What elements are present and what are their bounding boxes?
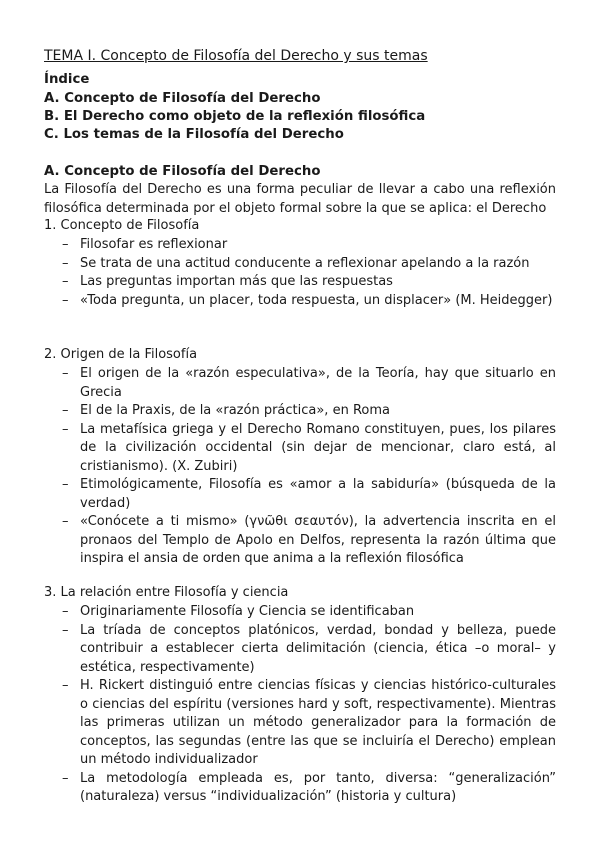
list-item: – La tríada de conceptos platónicos, verdad, bondad y belleza, puede contribuir a establecer cierta delimitación (ciencia, ética –o moral– y estética, respectivamente) [62, 622, 556, 675]
dash-marker: – [62, 237, 69, 252]
dash-marker: – [62, 770, 69, 786]
dash-marker: – [62, 292, 69, 308]
dash-marker: – [62, 366, 69, 381]
list-item: – Las preguntas importan más que las respuestas [62, 273, 556, 292]
point-3-title: 3. La relación entre Filosofía y ciencia [44, 585, 289, 600]
list-item: – El de la Praxis, de la «razón práctica», en Roma [62, 402, 556, 421]
dash-marker: – [62, 622, 69, 638]
dash-marker: – [62, 477, 69, 492]
list-item: – «Conócete a ti mismo» (γνῶθι σεαυτόν), la advertencia inscrita en el pronaos del Templo de Apolo en Delfos, representa la razón última que inspira el ansia de orden que anima a la reflexión filosófica [62, 514, 556, 566]
dash-marker: – [62, 255, 69, 271]
list-item: – La metafísica griega y el Derecho Romano constituyen, pues, los pilares de la civilización occidental (sin dejar de mencionar, claro está, al cristianismo). (X. Zubiri) [62, 421, 556, 474]
list-item: – El origen de la «razón especulativa», de la Teoría, hay que situarlo en Grecia [62, 366, 556, 400]
section-a-intro: La Filosofía del Derecho es una forma peculiar de llevar a cabo una reflexión filosófica determinada por el objeto formal sobre la que se aplica: el Derecho [44, 182, 556, 216]
dash-marker: – [62, 421, 69, 437]
list-item: – Se trata de una actitud conducente a reflexionar apelando a la razón [62, 255, 556, 274]
dash-marker: – [62, 678, 69, 693]
point-3-bullets [62, 603, 556, 807]
list-item: – Originariamente Filosofía y Ciencia se identificaban [62, 603, 556, 622]
point-2-bullets [62, 365, 556, 569]
list-item: – «Toda pregunta, un placer, toda respuesta, un displacer» (M. Heidegger) [62, 292, 556, 311]
dash-marker: – [62, 514, 69, 529]
dash-marker: – [62, 403, 69, 418]
list-item: – La metodología empleada es, por tanto, diversa: “generalización” (naturaleza) versus “individualización” (historia y cultura) [62, 770, 556, 804]
dash-marker: – [62, 604, 69, 619]
dash-marker: – [62, 274, 69, 289]
point-1-bullets [62, 236, 556, 310]
point-2-title: 2. Origen de la Filosofía [44, 347, 198, 362]
index-heading: Índice [44, 72, 90, 87]
list-item: – Filosofar es reflexionar [62, 236, 556, 255]
page-title: TEMA I. Concepto de Filosofía del Derecho y sus temas [44, 48, 428, 64]
section-a-heading: A. Concepto de Filosofía del Derecho [44, 164, 321, 179]
index-item-c: C. Los temas de la Filosofía del Derecho [44, 127, 344, 142]
index-item-a: A. Concepto de Filosofía del Derecho [44, 91, 321, 106]
index-item-b: B. El Derecho como objeto de la reflexión filosófica [44, 109, 426, 124]
list-item: – H. Rickert distinguió entre ciencias físicas y ciencias histórico-culturales o ciencias del espíritu (versiones hard y soft, respectivamente). Mientras las primeras utilizan un método generalizador para la formación de conceptos, las segundas (entre las que se incluiría el Derecho) emplean un método individualizador [62, 678, 556, 767]
list-item: – Etimológicamente, Filosofía es «amor a la sabiduría» (búsqueda de la verdad) [62, 477, 556, 511]
point-1-title: 1. Concepto de Filosofía [44, 218, 200, 233]
